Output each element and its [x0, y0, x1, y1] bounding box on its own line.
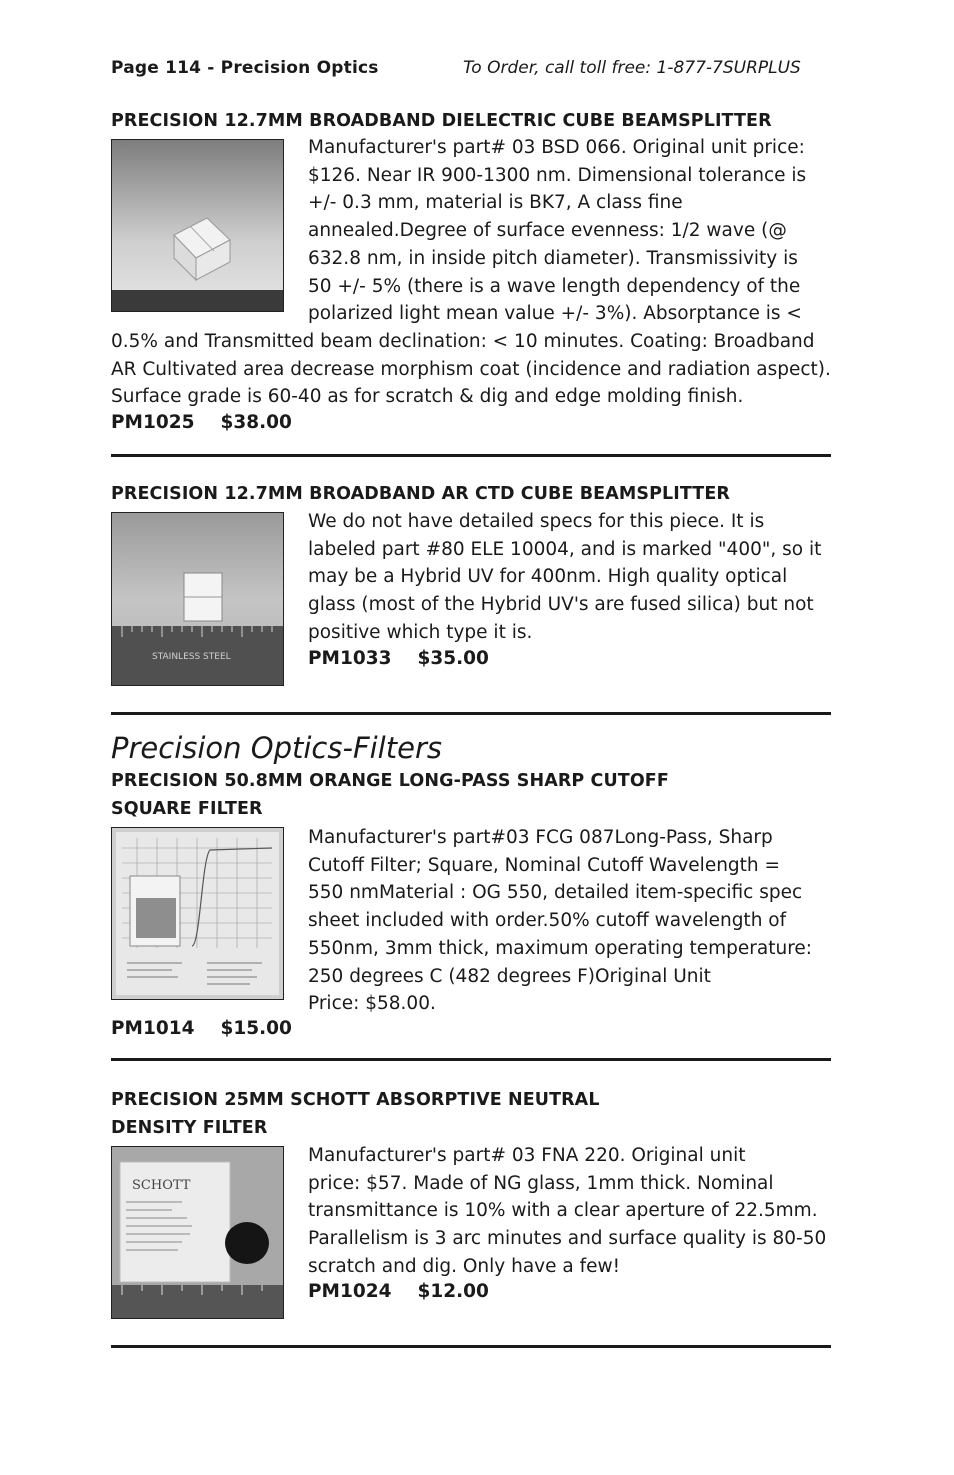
- section-heading: Precision Optics-Filters: [111, 731, 442, 765]
- description-line: labeled part #80 ELE 10004, and is marked "400", so it: [308, 538, 822, 560]
- package-brand-label: SCHOTT: [132, 1178, 191, 1193]
- description-line: Parallelism is 3 arc minutes and surface quality is 80-50: [308, 1228, 827, 1250]
- item-description-upper: [308, 134, 806, 328]
- item-description: [308, 508, 821, 647]
- description-line: transmittance is 10% with a clear aperture of 22.5mm.: [308, 1200, 818, 1222]
- description-line: Price: $58.00.: [308, 993, 436, 1015]
- part-number: PM1033: [308, 648, 392, 669]
- page-header-title: Page 114 - Precision Optics: [111, 58, 379, 78]
- part-number: PM1025: [111, 412, 195, 433]
- part-number: PM1014: [111, 1018, 195, 1039]
- description-line: sheet included with order.50% cutoff wavelength of: [308, 910, 787, 932]
- description-line: polarized light mean value +/- 3%). Absorptance is <: [308, 303, 802, 325]
- description-line: 550 nmMaterial : OG 550, detailed item-specific spec: [308, 882, 803, 904]
- item-price-line: [111, 412, 292, 433]
- description-line: AR Cultivated area decrease morphism coat (incidence and radiation aspect).: [111, 358, 831, 380]
- description-line: +/- 0.3 mm, material is BK7, A class fine: [308, 192, 683, 214]
- description-line: Cutoff Filter; Square, Nominal Cutoff Wavelength =: [308, 854, 781, 876]
- item-price-line: [308, 648, 489, 669]
- description-line: 250 degrees C (482 degrees F)Original Unit: [308, 965, 711, 987]
- product-photo-nd-filter: [111, 1146, 284, 1319]
- description-line: 550nm, 3mm thick, maximum operating temperature:: [308, 937, 813, 959]
- item-title: PRECISION 12.7MM BROADBAND AR CTD CUBE BEAMSPLITTER: [111, 484, 730, 504]
- order-phone-line: To Order, call toll free: 1-877-7SURPLUS: [463, 58, 801, 78]
- item-title: [111, 1086, 600, 1142]
- description-line: price: $57. Made of NG glass, 1mm thick. Nominal: [308, 1172, 774, 1194]
- price: $38.00: [220, 412, 292, 433]
- divider: [111, 454, 831, 457]
- description-line: We do not have detailed specs for this piece. It is: [308, 511, 765, 532]
- description-line: glass (most of the Hybrid UV's are fused silica) but not: [308, 594, 814, 616]
- item-title-line: PRECISION 50.8MM ORANGE LONG-PASS SHARP CUTOFF: [111, 771, 669, 791]
- divider: [111, 1345, 831, 1348]
- description-line: Manufacturer's part# 03 FNA 220. Original unit: [308, 1145, 746, 1166]
- description-line: Manufacturer's part# 03 BSD 066. Original unit price:: [308, 137, 805, 158]
- description-line: positive which type it is.: [308, 621, 533, 643]
- description-line: annealed.Degree of surface evenness: 1/2 wave (@: [308, 220, 787, 242]
- item-title-line: SQUARE FILTER: [111, 799, 263, 819]
- item-title: PRECISION 12.7MM BROADBAND DIELECTRIC CUBE BEAMSPLITTER: [111, 111, 772, 131]
- item-title-line: DENSITY FILTER: [111, 1118, 268, 1138]
- description-line: Surface grade is 60-40 as for scratch & dig and edge molding finish.: [111, 386, 744, 408]
- ruler-label: STAINLESS STEEL: [152, 652, 231, 662]
- item-price-line: [308, 1281, 489, 1302]
- part-number: PM1024: [308, 1281, 392, 1302]
- item-description: [308, 824, 812, 1018]
- price: $35.00: [417, 648, 489, 669]
- divider: [111, 1058, 831, 1061]
- item-title-line: PRECISION 25MM SCHOTT ABSORPTIVE NEUTRAL: [111, 1090, 600, 1110]
- divider: [111, 712, 831, 715]
- description-line: 0.5% and Transmitted beam declination: < 10 minutes. Coating: Broadband: [111, 331, 815, 352]
- item-description: [308, 1142, 826, 1281]
- description-line: 50 +/- 5% (there is a wave length dependency of the: [308, 275, 801, 297]
- product-photo-ar-cube: [111, 512, 284, 686]
- price: $15.00: [220, 1018, 292, 1039]
- product-photo-spec-sheet: [111, 827, 284, 1000]
- item-description-lower: [111, 328, 831, 411]
- description-line: scratch and dig. Only have a few!: [308, 1255, 621, 1277]
- item-title: [111, 767, 669, 823]
- description-line: Manufacturer's part#03 FCG 087Long-Pass, Sharp: [308, 827, 773, 848]
- item-price-line: [111, 1018, 292, 1039]
- product-photo-cube-beamsplitter: [111, 139, 284, 312]
- description-line: $126. Near IR 900-1300 nm. Dimensional tolerance is: [308, 164, 807, 186]
- description-line: may be a Hybrid UV for 400nm. High quality optical: [308, 566, 788, 588]
- price: $12.00: [417, 1281, 489, 1302]
- description-line: 632.8 nm, in inside pitch diameter). Transmissivity is: [308, 247, 798, 269]
